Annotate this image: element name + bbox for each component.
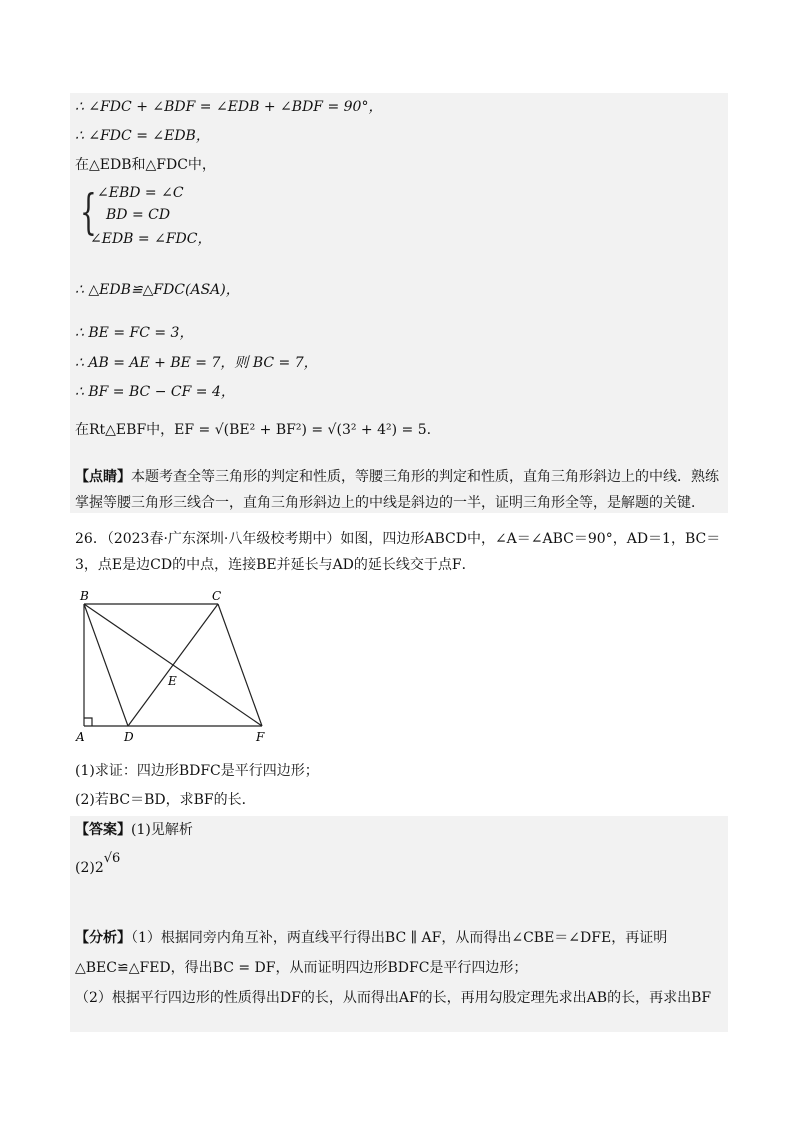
comment-text: 本题考查全等三角形的判定和性质，等腰三角形的判定和性质，直角三角形斜边上的中线．熟练掌握等腰三角形三线合一，直角三角形斜边上的中线是斜边的一半，证明三角形全等，是解题的关键． — [75, 469, 719, 511]
answer-part2-radical: √6 — [103, 851, 121, 866]
label-d: D — [124, 730, 134, 744]
solution-line-2: ∴ ∠FDC = ∠EDB， — [75, 128, 210, 144]
solution-line-5: ∴ BE = FC = 3， — [75, 325, 194, 341]
solution-line-4: ∴ △EDB≌△FDC(ASA)， — [75, 282, 240, 298]
analysis-text-1: （1）根据同旁内角互补，两直线平行得出BC ∥ AF，从而得出∠CBE＝∠DFE，再证明 — [131, 930, 668, 946]
solution-line-6: ∴ AB = AE + BE = 7，则 BC = 7， — [75, 355, 318, 371]
answer-part2-prefix: (2)2 — [75, 860, 104, 876]
segment-bd — [84, 604, 128, 726]
comment-paragraph — [75, 464, 730, 516]
label-c: C — [212, 589, 222, 603]
solution-line-7: ∴ BF = BC − CF = 4， — [75, 384, 235, 400]
system-line-3: ∠EDB = ∠FDC， — [90, 231, 212, 247]
system-line-1: ∠EBD = ∠C — [97, 185, 184, 201]
segment-bf — [84, 604, 262, 726]
solution-line-8: 在Rt△EBF中，EF = √(BE² + BF²) = √(3² + 4²) = 5. — [75, 422, 432, 438]
answer-line-2 — [75, 851, 121, 879]
label-f: F — [256, 730, 265, 744]
geometry-figure — [72, 588, 292, 748]
system-brace: { — [80, 184, 97, 240]
analysis-line-1 — [75, 928, 667, 948]
solution-line-3: 在△EDB和△FDC中， — [75, 157, 216, 173]
problem-paragraph — [75, 526, 730, 578]
label-b: B — [80, 589, 89, 603]
right-angle-mark — [84, 718, 92, 726]
label-a: A — [76, 730, 85, 744]
answer-line-1 — [75, 820, 193, 840]
question-2: (2)若BC＝BD，求BF的长． — [75, 792, 256, 808]
problem-source: （2023春·广东深圳·八年级校考期中） — [106, 531, 341, 547]
system-line-2: BD = CD — [106, 207, 171, 223]
analysis-label: 【分析】 — [75, 930, 131, 946]
problem-number: 26． — [75, 531, 107, 547]
comment-label: 【点睛】 — [75, 469, 131, 485]
question-1: (1)求证：四边形BDFC是平行四边形； — [75, 763, 319, 779]
solution-line-1: ∴ ∠FDC + ∠BDF = ∠EDB + ∠BDF = 90°， — [75, 99, 383, 115]
label-e: E — [168, 674, 177, 688]
segment-cf — [218, 604, 262, 726]
answer-part1: (1)见解析 — [131, 822, 193, 838]
analysis-line-3: （2）根据平行四边形的性质得出DF的长，从而得出AF的长，再用勾股定理先求出AB的长，再求出BF — [75, 990, 712, 1006]
answer-label: 【答案】 — [75, 822, 131, 838]
problem-text: 如图，四边形ABCD中，∠A＝∠ABC＝90°，AD＝1，BC＝3，点E是边CD的中点，连接BE并延长与AD的延长线交于点F． — [75, 531, 721, 573]
analysis-line-2: △BEC≌△FED，得出BC = DF，从而证明四边形BDFC是平行四边形； — [75, 960, 528, 976]
